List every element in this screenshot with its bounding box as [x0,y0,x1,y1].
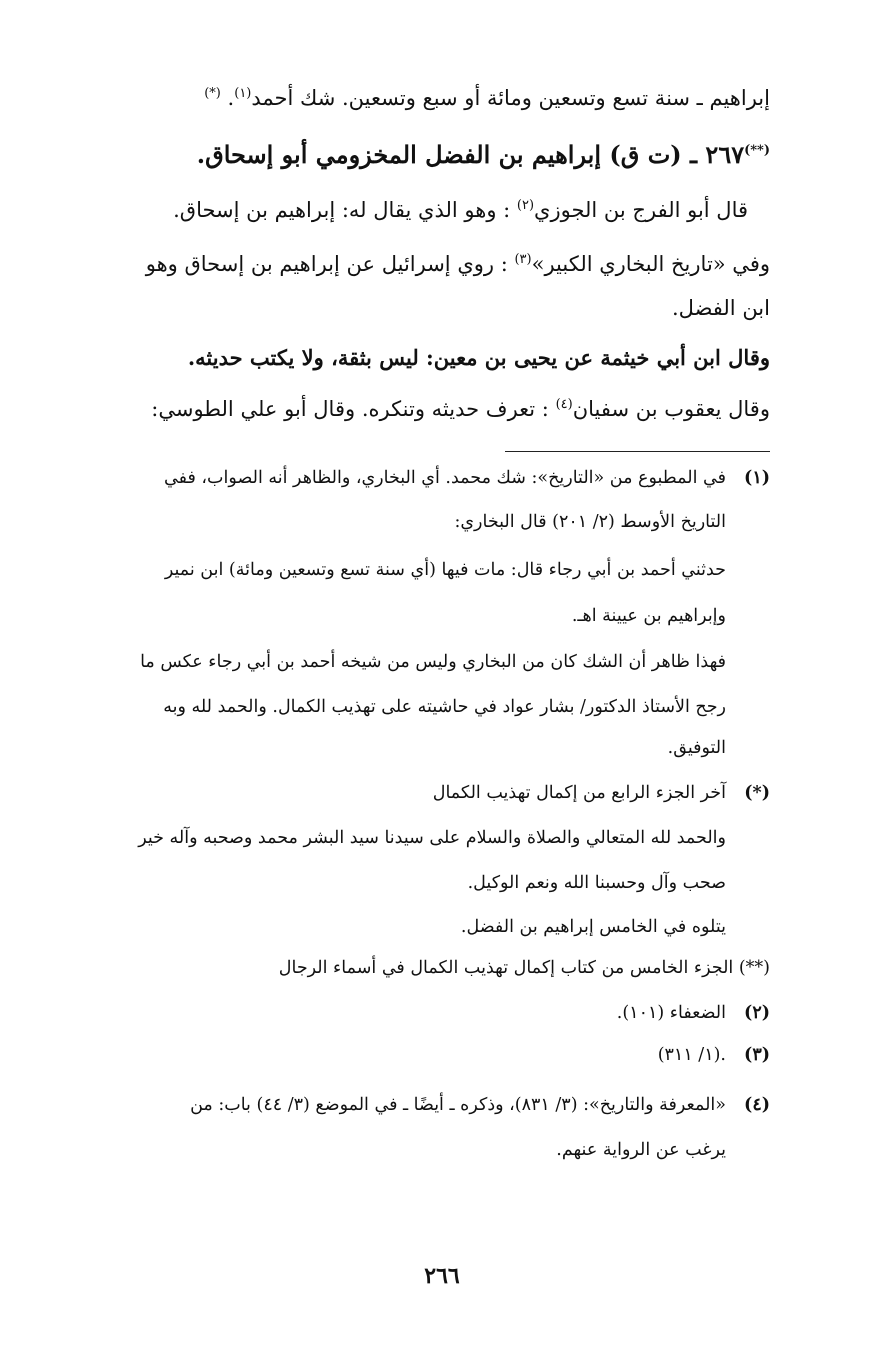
main-text: إبراهيم ـ سنة تسع وتسعين ومائة أو سبع وتسعين. شك أحمد [251,86,770,110]
footnote-1-line-7: التوفيق. [667,738,726,758]
paragraph-bukhari-cont [60,296,770,320]
footnote-number-3: (٣) [744,1045,770,1065]
footnote-1-line-3: حدثني أحمد بن أبي رجاء قال: مات فيها (أي سنة تسع وتسعين ومائة) ابن نمير [164,560,726,580]
footnote-4-line-2: يرغب عن الرواية عنهم. [556,1140,726,1160]
footnote-3-line-1: (١/ ٣١١). [657,1045,726,1065]
main-text: : تعرف حديثه وتنكره. وقال أبو علي الطوسي: [151,397,556,421]
footnote-ref-2: (٢) [516,198,535,213]
footnote-double-star: (**) الجزء الخامس من كتاب إكمال تهذيب الكمال في أسماء الرجال [278,958,770,978]
main-text: ابن الفضل. [672,296,770,320]
paragraph-bukhari [60,252,770,276]
main-text: وقال ابن أبي خيثمة عن يحيى بن معين: ليس بثقة، ولا يكتب حديثه. [187,345,770,370]
entry-heading [60,140,770,169]
footnote-number-2: (٢) [744,1003,770,1023]
footnote-ref-4: (٤) [555,397,573,412]
page-number: ٢٦٦ [424,1263,460,1289]
main-text: : روي إسرائيل عن إبراهيم بن إسحاق وهو [145,252,515,276]
footnote-separator [505,451,770,452]
main-text: : وهو الذي يقال له: إبراهيم بن إسحاق. [173,198,517,222]
footnote-star-line-2: والحمد لله المتعالي والصلاة والسلام على سيدنا سيد البشر محمد وصحبه وآله خير [138,828,726,848]
footnote-2-line-1: الضعفاء (١٠١). [616,1003,726,1023]
paragraph-ibn-jawzi [60,198,748,222]
footnote-number-1: (١) [744,468,770,488]
main-text: وقال يعقوب بن سفيان [572,397,770,421]
main-text: قال أبو الفرج بن الجوزي [534,198,748,222]
footnote-1-line-5: فهذا ظاهر أن الشك كان من البخاري وليس من شيخه أحمد بن أبي رجاء عكس ما [140,652,726,672]
paragraph-yaqub [60,397,770,421]
footnote-1-line-1: في المطبوع من «التاريخ»: شك محمد. أي البخاري، والظاهر أنه الصواب، ففي [164,468,726,488]
footnote-ref-star: (*) [204,86,221,101]
footnote-star-line-4: يتلوه في الخامس إبراهيم بن الفضل. [460,917,726,937]
main-line-1 [60,86,770,110]
footnote-1-line-4: وإبراهيم بن عيينة اهـ. [571,606,726,626]
paragraph-ibn-abi-khaythama [60,345,770,370]
main-text: وفي «تاريخ البخاري الكبير» [531,252,770,276]
footnote-ref-1: (١) [234,86,252,101]
punct: . [220,86,235,110]
footnote-1-line-2: التاريخ الأوسط (٢/ ٢٠١) قال البخاري: [454,512,726,532]
footnote-4-line-1: «المعرفة والتاريخ»: (٣/ ٨٣١)، وذكره ـ أيضًا ـ في الموضع (٣/ ٤٤) باب: من [190,1095,726,1115]
footnote-1-line-6: رجح الأستاذ الدكتور/ بشار عواد في حاشيته على تهذيب الكمال. والحمد لله وبه [163,697,726,717]
footnote-number-star: (*) [744,783,770,803]
footnote-number-4: (٤) [744,1095,770,1115]
footnote-star-line-3: صحب وآل وحسبنا الله ونعم الوكيل. [467,873,726,893]
entry-number: ٢٦٧ ـ [690,140,745,169]
footnote-ref-3: (٣) [514,252,532,267]
footnote-ref-double-star: (**) [744,143,770,158]
entry-title: (ت ق) إبراهيم بن الفضل المخزومي أبو إسحاق. [196,140,682,169]
footnote-star-line-1: آخر الجزء الرابع من إكمال تهذيب الكمال [432,783,726,803]
